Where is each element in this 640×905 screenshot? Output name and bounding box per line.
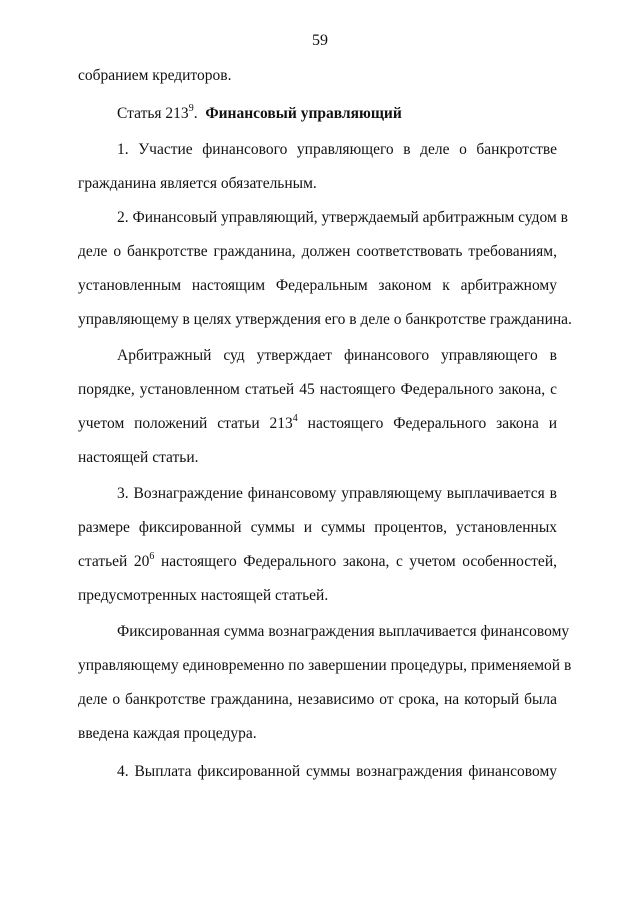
- text-line: установленным настоящим Федеральным законом к арбитражному: [78, 277, 557, 294]
- text-fragment: статьей 20: [78, 553, 150, 570]
- article-number: Статья 213: [117, 105, 189, 122]
- text-line: размере фиксированной суммы и суммы процентов, установленных: [78, 519, 557, 536]
- text-line: управляющему единовременно по завершении процедуры, применяемой в: [78, 657, 572, 674]
- text-fragment: настоящего Федерального закона и: [297, 415, 557, 432]
- text-line: предусмотренных настоящей статьей.: [78, 587, 329, 604]
- paragraph-4: [78, 477, 557, 613]
- text-line: настоящей статьи.: [78, 449, 199, 466]
- superscript: 4: [292, 413, 298, 424]
- article-dot: .: [193, 105, 198, 122]
- text-line: деле о банкротстве гражданина, должен соответствовать требованиям,: [78, 243, 557, 260]
- text-line: собранием кредиторов.: [78, 67, 232, 84]
- paragraph-5: [78, 615, 572, 751]
- intro-paragraph: [78, 59, 557, 93]
- page-number: 59: [312, 32, 328, 49]
- text-fragment: учетом положений статьи 213: [78, 415, 293, 432]
- text-line: [78, 407, 557, 441]
- article-title: Финансовый управляющий: [205, 105, 402, 122]
- paragraph-3: [78, 339, 557, 475]
- superscript: 6: [149, 551, 155, 562]
- article-number-superscript: 9: [188, 103, 194, 114]
- text-line: порядке, установленном статьей 45 настоящего Федерального закона, с: [78, 381, 557, 398]
- text-line: 2. Финансовый управляющий, утверждаемый арбитражным судом в: [117, 209, 568, 226]
- text-line: [78, 545, 557, 579]
- text-line: управляющему в целях утверждения его в деле о банкротстве гражданина.: [78, 311, 572, 328]
- text-line: Фиксированная сумма вознаграждения выплачивается финансовому: [117, 623, 570, 640]
- text-line: 3. Вознаграждение финансовому управляющему выплачивается в: [117, 485, 557, 502]
- article-heading: [78, 97, 557, 131]
- text-line: 1. Участие финансового управляющего в деле о банкротстве: [117, 141, 557, 158]
- text-line: Арбитражный суд утверждает финансового управляющего в: [117, 347, 557, 364]
- text-line: 4. Выплата фиксированной суммы вознаграждения финансовому: [117, 763, 557, 780]
- paragraph-2: [78, 201, 572, 337]
- text-fragment: настоящего Федерального закона, с учетом особенностей,: [154, 553, 557, 570]
- paragraph-6: [78, 755, 557, 789]
- text-line: гражданина является обязательным.: [78, 175, 317, 192]
- paragraph-1: [78, 133, 557, 201]
- text-line: деле о банкротстве гражданина, независимо от срока, на который была: [78, 691, 557, 708]
- text-line: введена каждая процедура.: [78, 725, 257, 742]
